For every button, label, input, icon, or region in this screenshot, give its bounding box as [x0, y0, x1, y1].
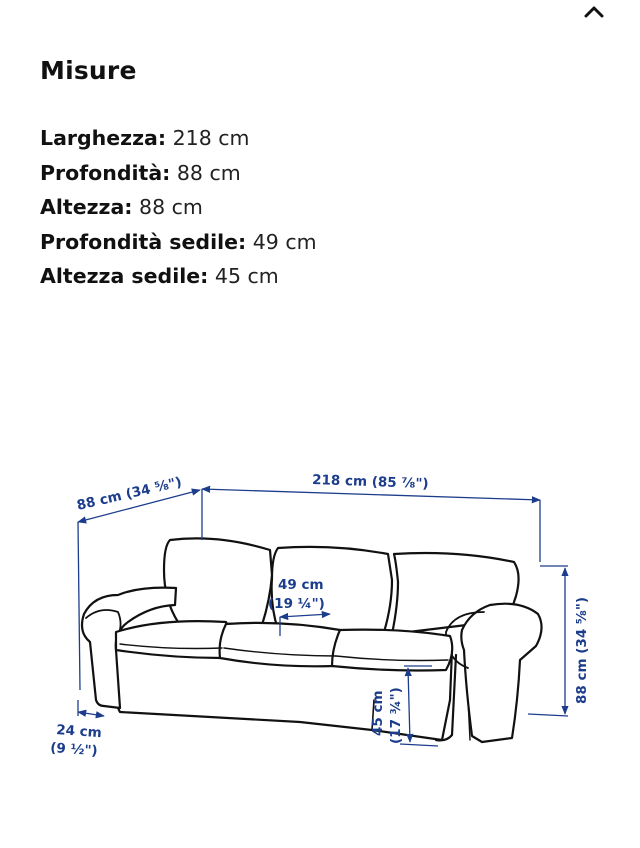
back-cushion-left: [164, 538, 272, 625]
spec-row-seat-height: [40, 259, 317, 294]
spec-value: 45 cm: [214, 264, 279, 288]
spec-row-height: [40, 190, 317, 225]
sofa-drawing: [82, 538, 542, 742]
height-dimension-label: 88 cm (34 ⅝"): [574, 596, 590, 704]
seat-depth-cm-label: 49 cm: [278, 577, 324, 593]
collapse-button[interactable]: [580, 0, 608, 18]
sofa-dimension-diagram: [0, 440, 640, 770]
spec-list: [40, 121, 317, 294]
page-title: Misure: [40, 56, 137, 85]
leg-cm-label: 24 cm: [55, 722, 103, 742]
chevron-up-icon: [580, 0, 608, 18]
spec-row-width: [40, 121, 317, 156]
spec-row-seat-depth: [40, 225, 317, 260]
spec-label: Larghezza:: [40, 126, 167, 150]
spec-value: 49 cm: [252, 229, 317, 254]
seat-depth-in-label: (19 ¼"): [268, 596, 325, 612]
seat-cushion-left: [116, 621, 229, 658]
spec-value: 218 cm: [172, 126, 250, 150]
spec-label: Profondità sedile:: [40, 229, 247, 254]
seat-cushion-right: [332, 630, 452, 671]
spec-label: Altezza:: [40, 195, 133, 219]
spec-label: Profondità:: [40, 160, 171, 185]
spec-label: Altezza sedile:: [40, 264, 209, 288]
spec-value: 88 cm: [176, 160, 241, 185]
spec-row-depth: [40, 156, 317, 191]
spec-value: 88 cm: [139, 195, 203, 219]
leg-in-label: (9 ½"): [49, 740, 99, 760]
width-dimension-label: 218 cm (85 ⅞"): [311, 472, 429, 493]
depth-dimension-label: 88 cm (34 ⅝"): [75, 474, 184, 514]
seat-height-cm-label: 45 cm: [370, 690, 386, 736]
right-arm: [461, 604, 541, 742]
seat-height-in-label: (17 ¾"): [388, 687, 404, 744]
